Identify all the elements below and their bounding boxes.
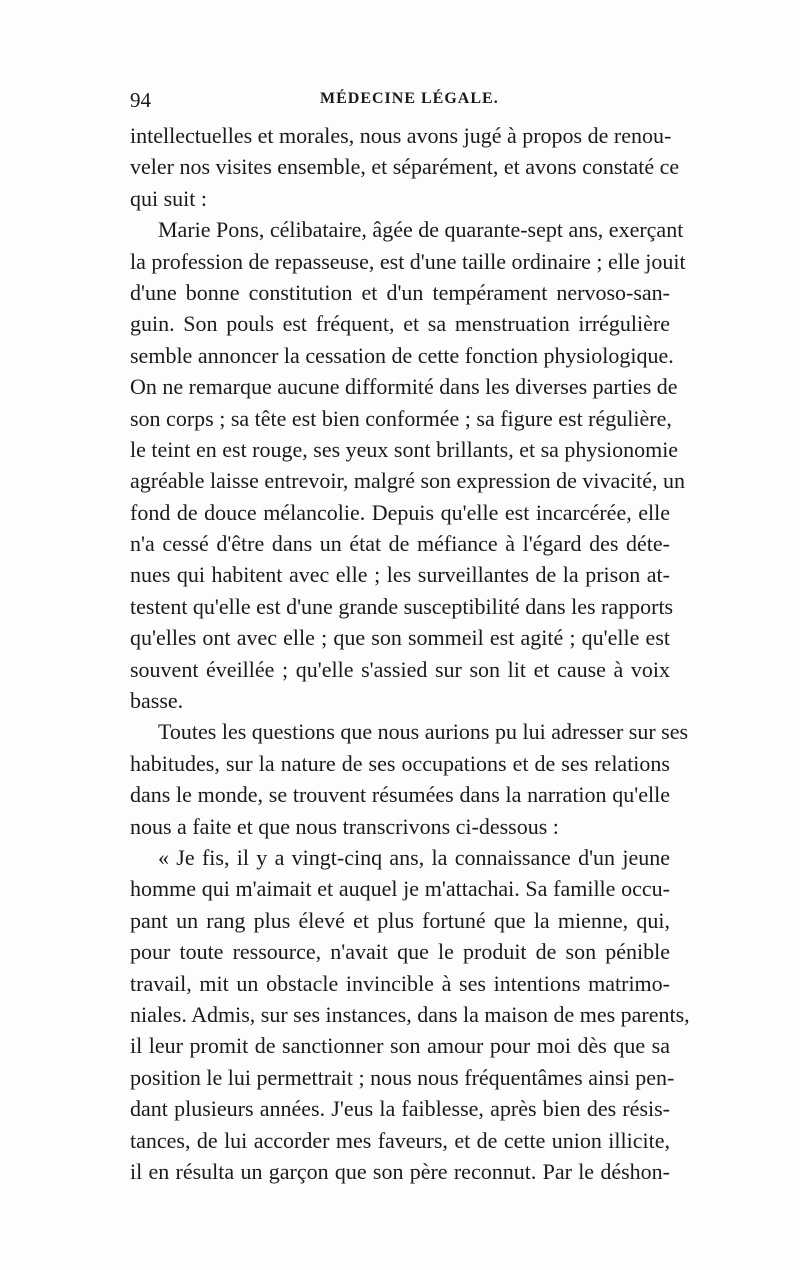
text-line: son corps ; sa tête est bien conformée ; sa figure est régulière, [130,405,672,431]
running-title: MÉDECINE LÉGALE. [320,90,499,107]
text-line: position le lui permettrait ; nous nous fréquentâmes ainsi pen- [130,1064,675,1090]
text-line: semble annoncer la cessation de cette fonction physiologique. [130,342,674,368]
text-line: agréable laisse entrevoir, malgré son expression de vivacité, un [130,468,686,494]
text-line: nous a faite et que nous transcrivons ci-dessous : [130,813,559,839]
text-line: le teint en est rouge, ses yeux sont brillants, et sa physionomie [130,436,679,462]
text-line: habitudes, sur la nature de ses occupations et de ses relations [130,750,670,776]
text-line: veler nos visites ensemble, et séparément, et avons constaté ce [130,154,680,180]
text-line: testent qu'elle est d'une grande susceptibilité dans les rapports [130,593,674,619]
text-line: pour toute ressource, n'avait que le produit de son pénible [130,939,670,965]
page-number: 94 [130,88,151,112]
text-line: qui suit : [130,185,208,211]
text-line: pant un rang plus élevé et plus fortuné que la mienne, qui, [130,907,670,933]
text-line: On ne remarque aucune difformité dans les diverses parties de [130,374,678,400]
text-line: la profession de repasseuse, est d'une taille ordinaire ; elle jouit [130,248,686,274]
body-text [130,120,690,1187]
text-line: souvent éveillée ; qu'elle s'assied sur son lit et cause à voix [130,656,670,682]
text-line: d'une bonne constitution et d'un tempérament nervoso-san- [130,279,670,305]
text-line: tances, de lui accorder mes faveurs, et de cette union illicite, [130,1127,670,1153]
text-line: « Je fis, il y a vingt-cinq ans, la connaissance d'un jeune [158,844,670,870]
text-line: qu'elles ont avec elle ; que son sommeil est agité ; qu'elle est [130,625,670,651]
text-line: Marie Pons, célibataire, âgée de quarante-sept ans, exerçant [158,217,684,243]
text-line: Toutes les questions que nous aurions pu lui adresser sur ses [158,719,689,745]
text-line: intellectuelles et morales, nous avons jugé à propos de renou- [130,123,672,148]
text-line: basse. [130,688,184,714]
text-line: nues qui habitent avec elle ; les surveillantes de la prison at- [130,562,670,588]
text-line: travail, mit un obstacle invincible à ses intentions matrimo- [130,970,670,996]
text-line: fond de douce mélancolie. Depuis qu'elle est incarcérée, elle [130,499,670,525]
text-line: n'a cessé d'être dans un état de méfiance à l'égard des déte- [130,531,670,557]
text-line: dant plusieurs années. J'eus la faiblesse, après bien des résis- [130,1096,670,1122]
text-line: il leur promit de sanctionner son amour pour moi dès que sa [130,1033,670,1059]
text-line: il en résulta un garçon que son père reconnut. Par le déshon- [130,1158,670,1184]
text-line: dans le monde, se trouvent résumées dans la narration qu'elle [130,782,670,808]
text-line: homme qui m'aimait et auquel je m'attachai. Sa famille occu- [130,876,670,902]
text-line: guin. Son pouls est fréquent, et sa menstruation irrégulière [130,311,670,337]
text-line: niales. Admis, sur ses instances, dans la maison de mes parents, [130,1001,690,1027]
page-header [130,88,670,118]
